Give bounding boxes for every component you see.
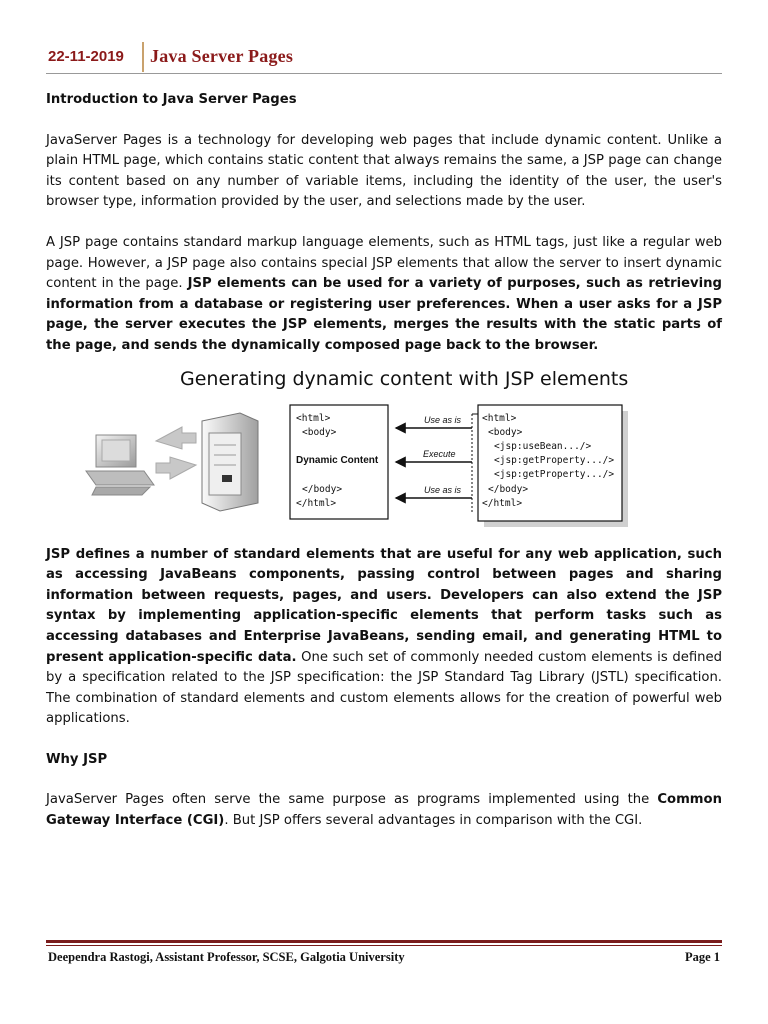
arrow-label-2: Execute bbox=[423, 448, 456, 459]
footer-rule-thin bbox=[46, 945, 722, 946]
header-separator bbox=[142, 42, 144, 72]
left-body-close: </body> bbox=[302, 483, 343, 495]
page-header bbox=[46, 40, 722, 76]
right-html-close: </html> bbox=[482, 497, 523, 509]
header-rule bbox=[46, 73, 722, 74]
intro-heading: Introduction to Java Server Pages bbox=[46, 92, 297, 107]
footer-rule-thick bbox=[46, 940, 722, 943]
document-body bbox=[46, 90, 722, 832]
exchange-arrows-icon bbox=[156, 427, 196, 479]
arrow-label-3: Use as is bbox=[424, 484, 462, 495]
right-body-close: </body> bbox=[488, 483, 529, 495]
client-computer-icon bbox=[86, 435, 154, 495]
why-jsp-paragraph bbox=[46, 790, 722, 831]
intro-paragraph: JavaServer Pages is a technology for developing web pages that include dynamic content. Unlike a plain HTML page, which contains static content that always remains the same, a JSP page can change its content based on any number of variable items, including the identity of the user, the user's browser type, information provided by the user, and selections made by the user. bbox=[46, 132, 722, 210]
right-body-open: <body> bbox=[488, 426, 523, 438]
right-html-open: <html> bbox=[482, 412, 517, 424]
arrow-label-1: Use as is bbox=[424, 414, 462, 425]
jsp-getproperty-line-1: <jsp:getProperty.../> bbox=[494, 454, 615, 466]
server-icon bbox=[202, 413, 258, 511]
left-body-open: <body> bbox=[302, 426, 337, 438]
jsp-page-bold-text: JSP elements can be used for a variety of purposes, such as retrieving information from a database or registering user preferences. When a user asks for a JSP page, the server executes the JSP elements, merges the results with the static parts of the page, and sends the dynamically composed page back to the browser. bbox=[46, 276, 722, 353]
jsp-elements-bold-text: JSP defines a number of standard elements that are useful for any web application, such as accessing JavaBeans components, passing control between pages and sharing information between requests, pages, and users. Developers can also extend the JSP syntax by implementing application-specific elements that perform tasks such as accessing databases and Enterprise JavaBeans, sending email, and generating HTML to present application-specific data. bbox=[46, 546, 722, 665]
jsp-elements-paragraph bbox=[46, 545, 722, 730]
footer-author: Deependra Rastogi, Assistant Professor, SCSE, Galgotia University bbox=[48, 950, 405, 964]
jsp-diagram-svg bbox=[46, 363, 722, 539]
why-jsp-text-b: . But JSP offers several advantages in comparison with the CGI. bbox=[224, 813, 643, 829]
dynamic-content-label: Dynamic Content bbox=[296, 454, 379, 466]
jsp-getproperty-line-2: <jsp:getProperty.../> bbox=[494, 468, 615, 480]
why-jsp-heading: Why JSP bbox=[46, 751, 108, 767]
jsp-elements-text: One such set of commonly needed custom elements is defined by a specification related to the JSP specification: the JSP Standard Tag Library (JSTL) specification. The combination of standard elements and custom elements allows for the creation of powerful web applications. bbox=[46, 649, 722, 727]
jsp-diagram bbox=[46, 363, 722, 539]
jsp-page-paragraph bbox=[46, 233, 722, 357]
page-footer bbox=[46, 940, 722, 970]
jsp-usebean-line: <jsp:useBean.../> bbox=[494, 440, 592, 452]
cgi-term: Common Gateway Interface (CGI) bbox=[46, 792, 722, 829]
left-html-open: <html> bbox=[296, 412, 331, 424]
footer-page-number: Page 1 bbox=[684, 950, 720, 964]
header-title: Java Server Pages bbox=[150, 46, 294, 66]
left-html-close: </html> bbox=[296, 497, 337, 509]
jsp-page-text: A JSP page contains standard markup language elements, such as HTML tags, just like a regular web page. However, a JSP page also contains special JSP elements that allow the server to insert dynamic content in the page. bbox=[46, 234, 722, 292]
why-jsp-text-a: JavaServer Pages often serve the same purpose as programs implemented using the bbox=[46, 792, 658, 808]
diagram-title: Generating dynamic content with JSP elements bbox=[180, 367, 629, 390]
header-date: 22-11-2019 bbox=[48, 48, 124, 65]
